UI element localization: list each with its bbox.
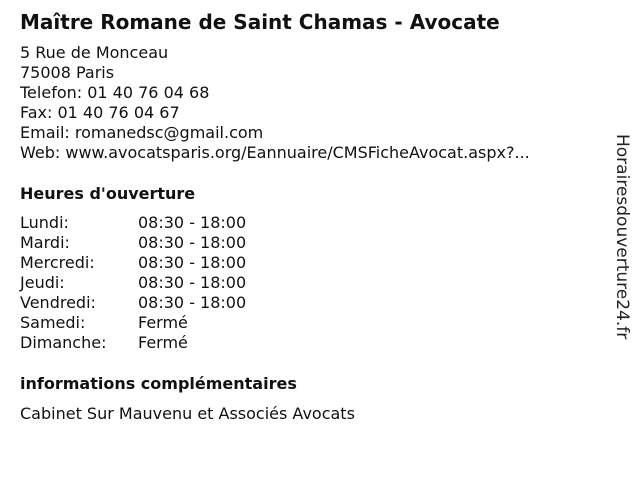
fax-number: Fax: 01 40 76 04 67 (20, 103, 180, 122)
hours-row-sunday (20, 333, 320, 353)
contact-block (20, 43, 530, 163)
hours-row-tuesday (20, 233, 320, 253)
additional-info-text: Cabinet Sur Mauvenu et Associés Avocats (20, 404, 355, 423)
additional-info-heading: informations complémentaires (20, 374, 297, 393)
address-street: 5 Rue de Monceau (20, 43, 169, 62)
day-label: Jeudi: (20, 273, 65, 292)
hours-value: 08:30 - 18:00 (138, 233, 247, 252)
day-label: Dimanche: (20, 333, 107, 352)
page-title: Maître Romane de Saint Chamas - Avocate (20, 10, 500, 34)
day-label: Mercredi: (20, 253, 95, 272)
hours-value: 08:30 - 18:00 (138, 213, 247, 232)
hours-row-monday (20, 213, 320, 233)
address-city: 75008 Paris (20, 63, 115, 82)
hours-value: Fermé (138, 313, 188, 332)
opening-hours-heading: Heures d'ouverture (20, 184, 196, 203)
day-label: Samedi: (20, 313, 86, 332)
day-label: Lundi: (20, 213, 69, 232)
hours-value: Fermé (138, 333, 188, 352)
phone-number[interactable]: Telefon: 01 40 76 04 68 (20, 83, 210, 102)
website-link[interactable]: Web: www.avocatsparis.org/Eannuaire/CMSFicheAvocat.aspx?... (20, 143, 530, 162)
hours-row-saturday (20, 313, 320, 333)
hours-value: 08:30 - 18:00 (138, 273, 247, 292)
day-label: Vendredi: (20, 293, 96, 312)
hours-row-wednesday (20, 253, 320, 273)
day-label: Mardi: (20, 233, 70, 252)
hours-value: 08:30 - 18:00 (138, 293, 247, 312)
site-watermark: Horairesdouverture24.fr (612, 134, 632, 340)
hours-row-thursday (20, 273, 320, 293)
email-address[interactable]: Email: romanedsc@gmail.com (20, 123, 264, 142)
opening-hours-table (20, 213, 320, 353)
hours-row-friday (20, 293, 320, 313)
hours-value: 08:30 - 18:00 (138, 253, 247, 272)
